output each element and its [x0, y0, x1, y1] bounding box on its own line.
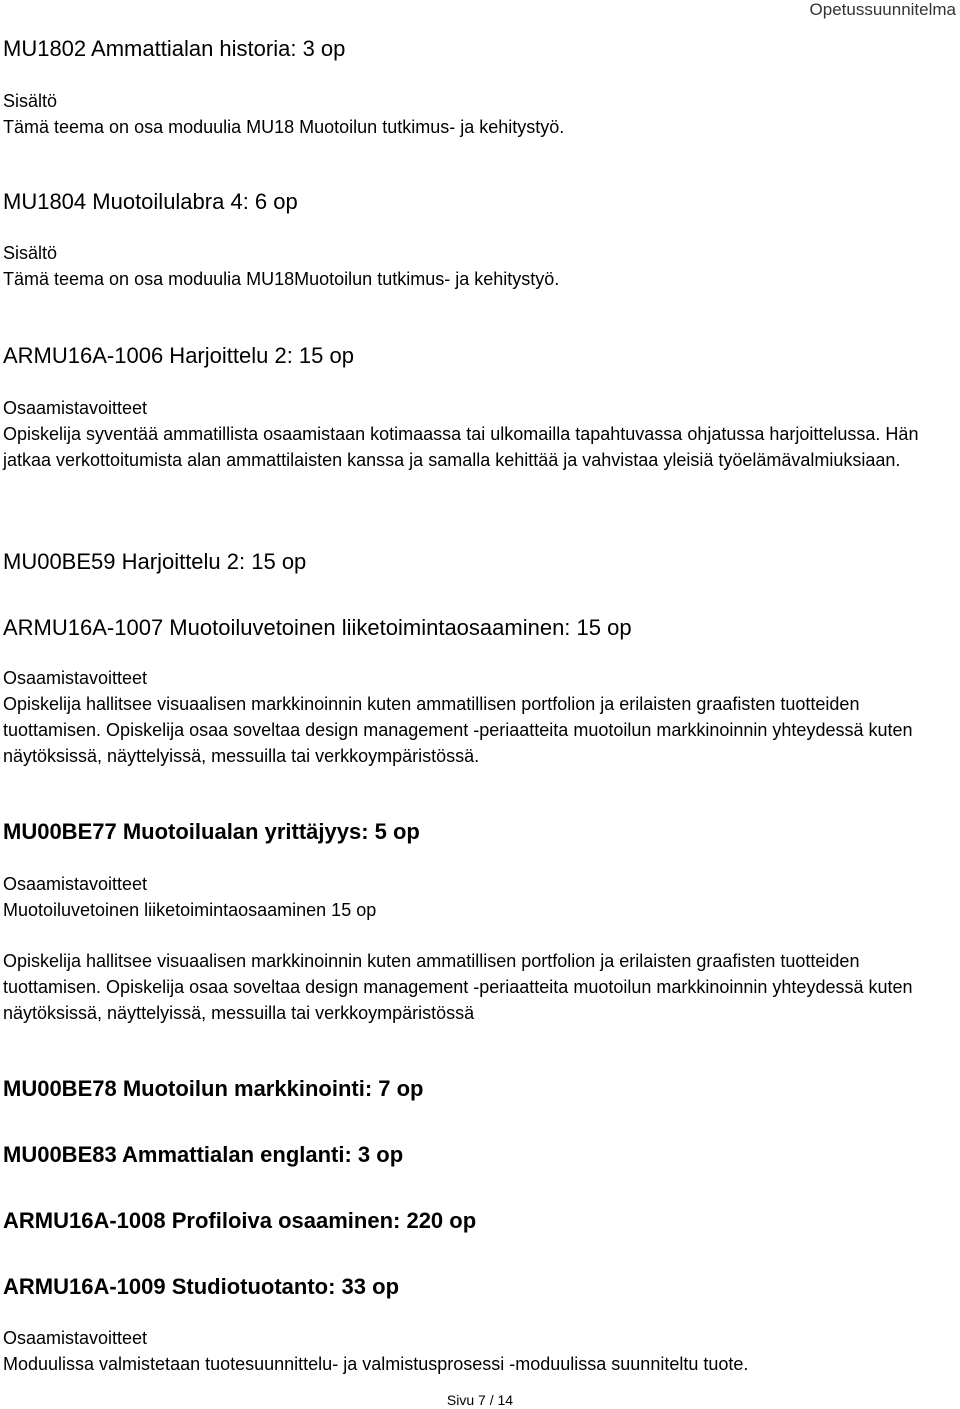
section-text: Tämä teema on osa moduulia MU18Muotoilun tutkimus- ja kehitystyö. [3, 269, 560, 289]
section-title-armu16a-1008: ARMU16A-1008 Profiloiva osaaminen: 220 op [3, 1208, 477, 1233]
section-title-armu16a-1009: ARMU16A-1009 Studiotuotanto: 33 op [3, 1274, 400, 1299]
section-label-osaamistavoitteet: Osaamistavoitteet [3, 398, 148, 418]
section-title-mu1804: MU1804 Muotoilulabra 4: 6 op [3, 189, 298, 214]
section-text: Opiskelija hallitsee visuaalisen markkinoinnin kuten ammatillisen portfolion ja erilaisten graafisten tuotteiden tuottamisen. Opiskelija osaa soveltaa design management -periaatteita muotoilun markkinoinnin yhteydessä kuten näytöksissä, näyttelyissä, messuilla tai verkkoympäristössä [3, 951, 913, 1023]
section-label-sisalto: Sisältö [3, 243, 58, 263]
section-text: Muotoiluvetoinen liiketoimintaosaaminen 15 op [3, 900, 377, 920]
section-text: Tämä teema on osa moduulia MU18 Muotoilun tutkimus- ja kehitystyö. [3, 117, 565, 137]
section-text: Opiskelija hallitsee visuaalisen markkinoinnin kuten ammatillisen portfolion ja erilaisten graafisten tuotteiden tuottamisen. Opiskelija osaa soveltaa design management -periaatteita muotoilun markkinoinnin yhteydessä kuten näytöksissä, näyttelyissä, messuilla tai verkkoympäristössä. [3, 694, 913, 766]
document-type-label: Opetussuunnitelma [809, 0, 956, 19]
section-label-sisalto: Sisältö [3, 91, 58, 111]
section-text: Moduulissa valmistetaan tuotesuunnittelu- ja valmistusprosessi -moduulissa suunniteltu tuote. [3, 1354, 749, 1374]
page-number: Sivu 7 / 14 [446, 1392, 514, 1408]
section-label-osaamistavoitteet: Osaamistavoitteet [3, 874, 148, 894]
section-text: Opiskelija syventää ammatillista osaamistaan kotimaassa tai ulkomailla tapahtuvassa ohjatussa harjoittelussa. Hän jatkaa verkottoitumista alan ammattilaisten kanssa ja samalla kehittää ja vahvistaa yleisiä työelämävalmiuksiaan. [3, 424, 919, 470]
section-label-osaamistavoitteet: Osaamistavoitteet [3, 668, 148, 688]
section-title-mu1802: MU1802 Ammattialan historia: 3 op [3, 36, 346, 61]
section-label-osaamistavoitteet: Osaamistavoitteet [3, 1328, 148, 1348]
section-title-armu16a-1007: ARMU16A-1007 Muotoiluvetoinen liiketoimintaosaaminen: 15 op [3, 615, 632, 640]
section-title-mu00be59: MU00BE59 Harjoittelu 2: 15 op [3, 549, 307, 574]
section-title-armu16a-1006: ARMU16A-1006 Harjoittelu 2: 15 op [3, 343, 354, 368]
section-title-mu00be77: MU00BE77 Muotoilualan yrittäjyys: 5 op [3, 819, 420, 844]
section-title-mu00be83: MU00BE83 Ammattialan englanti: 3 op [3, 1142, 404, 1167]
section-title-mu00be78: MU00BE78 Muotoilun markkinointi: 7 op [3, 1076, 424, 1101]
